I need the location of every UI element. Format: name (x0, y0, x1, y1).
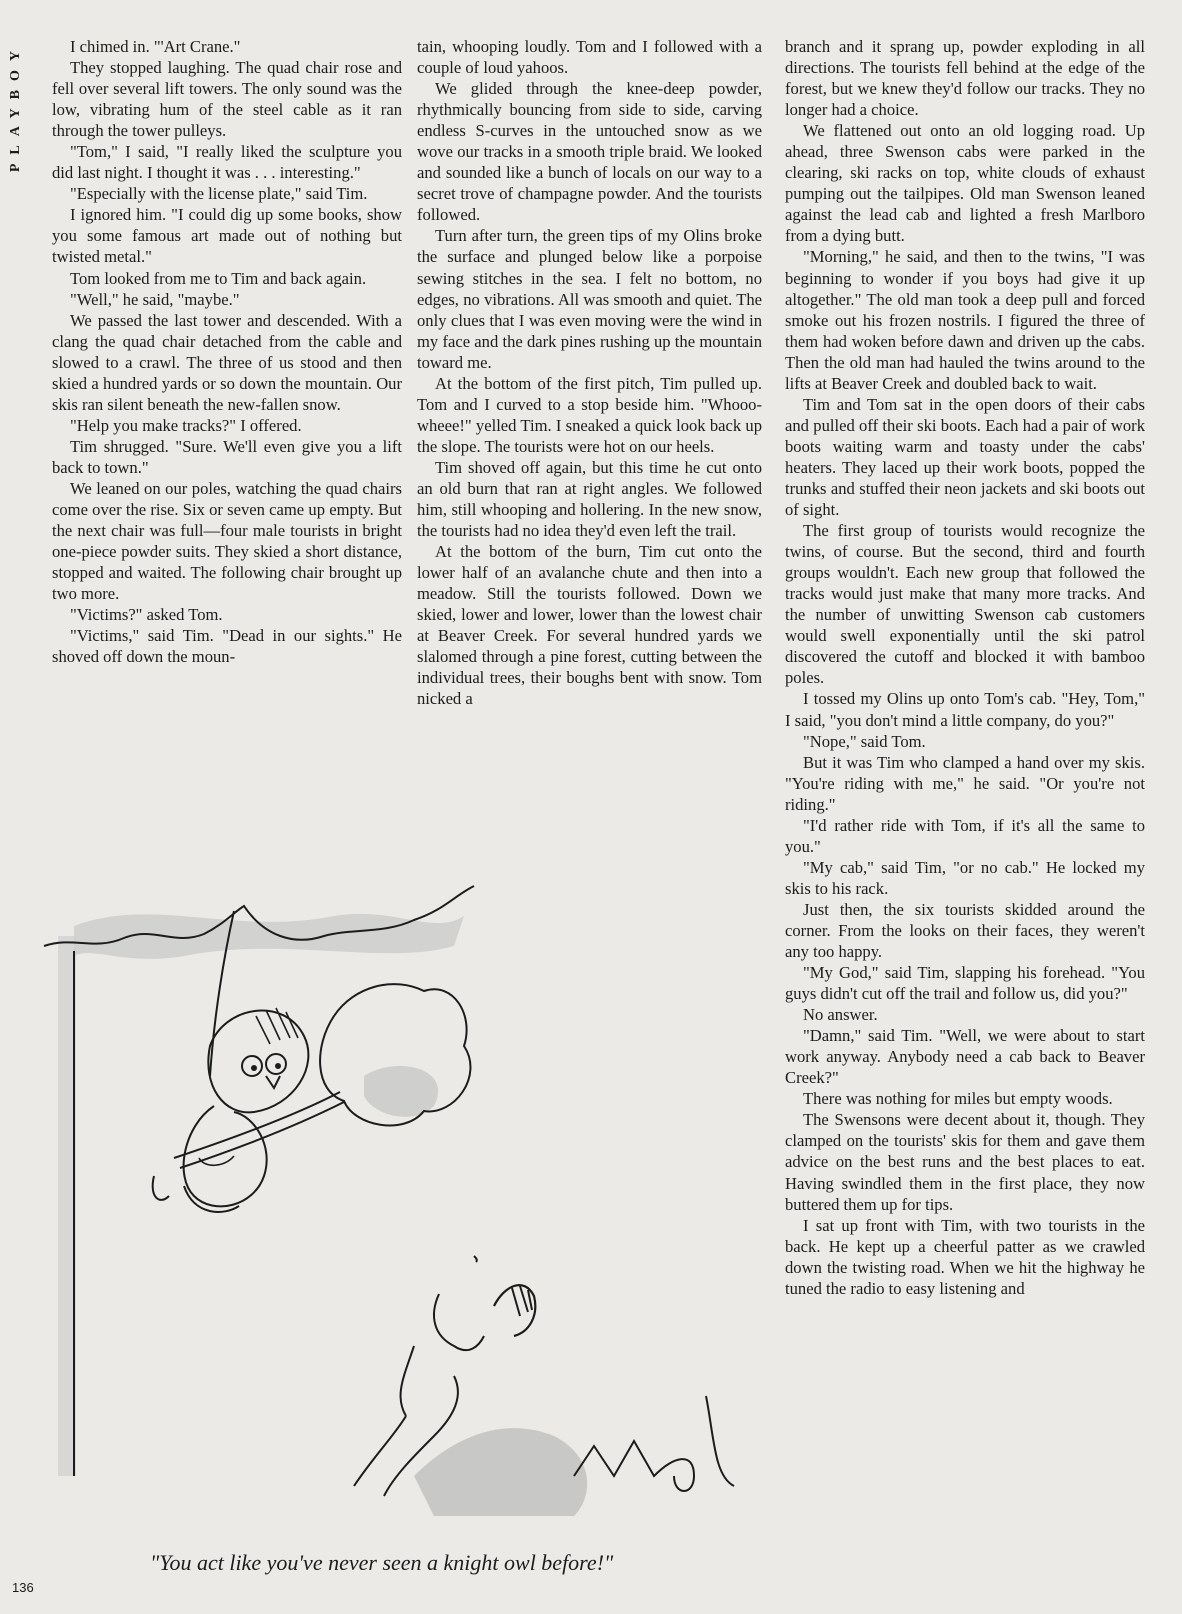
paragraph: "Especially with the license plate," said Tim. (70, 184, 368, 204)
knight-owl-drawing (34, 876, 774, 1536)
paragraph: "Victims?" asked Tom. (70, 605, 223, 625)
paragraph: "My cab," said Tim, "or no cab." He locked my skis to his rack. (785, 857, 1145, 898)
paragraph: I chimed in. "'Art Crane." (70, 37, 241, 56)
text-column-3 (785, 36, 1145, 1299)
paragraph: I sat up front with Tim, with two tourists in the back. He kept up a cheerful patter as we crawled down the twisting road. When we hit the highway he tuned the radio to easy listening and (785, 1215, 1145, 1298)
paragraph: "Well," he said, "maybe." (70, 289, 240, 309)
paragraph: branch and it sprang up, powder exploding in all directions. The tourists fell behind at the edge of the forest, but we knew they'd follow our tracks. They no longer had a choice. (785, 37, 1145, 120)
paragraph: At the bottom of the burn, Tim cut onto the lower half of an avalanche chute and then into a meadow. Still the tourists followed. Down we skied, lower and lower, lower than the lowest chair at Beaver Creek. For several hundred yards we slalomed through a pine forest, cutting between the individual trees, their boughs bent with snow. Tom nicked a (417, 542, 762, 709)
paragraph: "Nope," said Tom. (803, 731, 926, 751)
paragraph: But it was Tim who clamped a hand over my skis. "You're riding with me," he said. "Or you're not riding." (785, 752, 1145, 814)
paragraph: Tim shrugged. "Sure. We'll even give you a lift back to town." (52, 436, 402, 477)
paragraph: Just then, the six tourists skidded around the corner. From the looks on their faces, they weren't any too happy. (785, 899, 1145, 962)
paragraph: "Tom," I said, "I really liked the sculpture you did last night. I thought it was . . . interesting." (52, 142, 402, 183)
paragraph: There was nothing for miles but empty woods. (803, 1089, 1113, 1109)
paragraph: The first group of tourists would recognize the twins, of course. But the second, third and fourth groups wouldn't. Each new group that followed the tracks would just make that many more tracks. And the number of unwitting Swenson cab customers would swell exponentially until the ski patrol discovered the cutoff and blocked it with bamboo poles. (785, 521, 1145, 688)
magazine-logo-vertical (6, 42, 26, 242)
paragraph: No answer. (803, 1005, 878, 1025)
paragraph: I tossed my Olins up onto Tom's cab. "Hey, Tom," I said, "you don't mind a little company, do you?" (785, 689, 1145, 730)
paragraph: "I'd rather ride with Tom, if it's all the same to you." (785, 815, 1145, 856)
paragraph: "Victims," said Tim. "Dead in our sights." He shoved off down the moun- (52, 626, 402, 667)
paragraph: "My God," said Tim, slapping his forehead. "You guys didn't cut off the trail and follow us, did you?" (785, 963, 1145, 1004)
paragraph: tain, whooping loudly. Tom and I followed with a couple of loud yahoos. (417, 37, 762, 78)
text-column-1 (52, 36, 402, 667)
paragraph: At the bottom of the first pitch, Tim pulled up. Tom and I curved to a stop beside him. "Whooo-wheee!" yelled Tim. I sneaked a quick look back up the slope. The tourists were hot on our heels. (417, 373, 762, 456)
paragraph: Tim and Tom sat in the open doors of their cabs and pulled off their ski boots. Each had a pair of work boots waiting warm and toasty under the cabs' heaters. They laced up their work boots, popped the trunks and stuffed their neon jackets and ski boots out of sight. (785, 394, 1145, 520)
cartoon-caption: "You act like you've never seen a knight owl before!" (150, 1550, 614, 1575)
paragraph: We flattened out onto an old logging road. Up ahead, three Swenson cabs were parked in the clearing, ski racks on top, white clouds of exhaust pumping out the tailpipes. Old man Swenson leaned against the lead cab and lighted a fresh Marlboro from a dying butt. (785, 121, 1145, 246)
paragraph: Tim shoved off again, but this time he cut onto an old burn that ran at right angles. We followed him, still whooping and hollering. In the new snow, the tourists had no idea they'd even left the trail. (417, 457, 762, 541)
paragraph: Tom looked from me to Tim and back again. (70, 268, 367, 288)
paragraph: I ignored him. "I could dig up some books, show you some famous art made out of nothing but twisted metal." (52, 205, 402, 267)
paragraph: "Damn," said Tim. "Well, we were about to start work anyway. Anybody need a cab back to Beaver Creek?" (785, 1026, 1145, 1088)
paragraph: Turn after turn, the green tips of my Olins broke the surface and plunged below like a porpoise sewing stitches in the sea. I felt no bottom, no edges, no vibrations. All was smooth and quiet. The only clues that I was even moving were the wind in my face and the dark pines rushing up the mountain toward me. (417, 226, 762, 372)
paragraph: We passed the last tower and descended. With a clang the quad chair detached from the cable and slowed to a crawl. The three of us stood and then skied a hundred yards or so down the mountain. Our skis ran silent beneath the new-fallen snow. (52, 310, 402, 414)
paragraph: They stopped laughing. The quad chair rose and fell over several lift towers. The only sound was the low, vibrating hum of the steel cable as it ran through the tower pulleys. (52, 58, 402, 141)
paragraph: "Morning," he said, and then to the twins, "I was beginning to wonder if you boys had give it up altogether." The old man took a deep pull and forced smoke out his frozen nostrils. I figured the three of them had woken before dawn and driven up the cabs. Then the old man had hauled the twins around to the lifts at Beaver Creek and doubled back to wait. (785, 247, 1145, 393)
paragraph: We glided through the knee-deep powder, rhythmically bouncing from side to side, carving endless S-curves in the untouched snow as we wove our tracks in a smooth triple braid. We looked and sounded like a bunch of locals on our way to a secret trove of champagne powder. And the tourists followed. (417, 79, 762, 225)
text-column-2 (417, 36, 762, 710)
paragraph: The Swensons were decent about it, though. They clamped on the tourists' skis for them and gave them advice on the best runs and the best places to eat. Having swindled them in the first place, they now buttered them up for tips. (785, 1110, 1145, 1214)
paragraph: "Help you make tracks?" I offered. (70, 415, 302, 435)
paragraph: We leaned on our poles, watching the quad chairs come over the rise. Six or seven came up empty. But the next chair was full—four male tourists in bright one-piece powder suits. They skied a short distance, stopped and waited. The following chair brought up two more. (52, 478, 402, 604)
page-number: 136 (12, 1580, 34, 1595)
magazine-name: PLAYBOY (8, 42, 23, 173)
cartoon-illustration (34, 876, 774, 1536)
